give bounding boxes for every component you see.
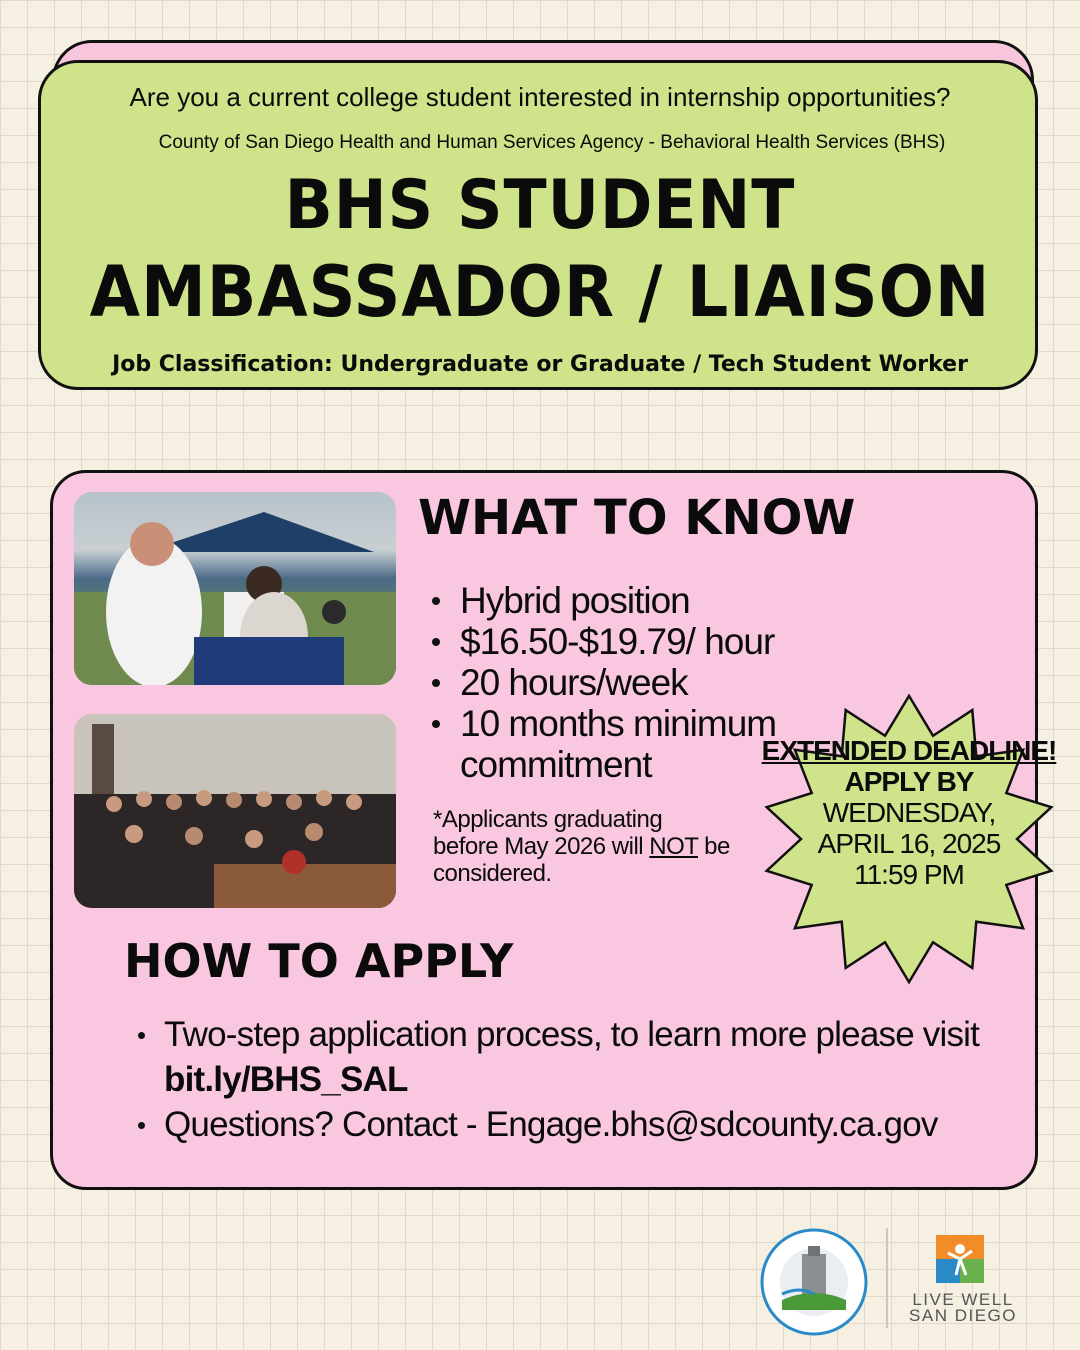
logo-divider [886,1228,888,1328]
what-to-know-list [430,580,810,785]
page-title-line1: BHS STUDENT [284,166,796,245]
graduation-note: *Applicants graduating before May 2026 will NOT be considered. [433,806,730,887]
outreach-event-photo [74,492,396,685]
application-link[interactable]: bit.ly/BHS_SAL [164,1060,408,1099]
list-item: Hybrid position [430,580,810,621]
list-item: $16.50-$19.79/ hour [430,621,810,662]
group-photo [74,714,396,908]
deadline-time: 11:59 PM [854,859,964,890]
page-title-line2: AMBASSADOR / LIAISON [89,251,991,333]
list-item: Two-step application process, to learn more please visit bit.ly/BHS_SAL [138,1012,1038,1102]
extended-deadline-label: EXTENDED DEADLINE! [761,735,1057,766]
how-to-apply-heading: HOW TO APPLY [124,934,514,988]
county-seal-logo [760,1228,868,1336]
list-item: 10 months minimum commitment [430,703,810,785]
intro-question: Are you a current college student interested in internship opportunities? [129,82,951,112]
list-item: Questions? Contact - Engage.bhs@sdcounty.ca.gov [138,1102,1038,1147]
deadline-day: WEDNESDAY, [822,797,996,828]
list-item: 20 hours/week [430,662,810,703]
job-classification: Job Classification: Undergraduate or Graduate / Tech Student Worker [112,352,968,377]
deadline-text [756,735,1062,890]
agency-name: County of San Diego Health and Human Services Agency - Behavioral Health Services (BHS) [158,132,946,153]
live-well-icon [936,1235,984,1283]
how-to-apply-list [138,1012,1038,1147]
apply-by-label: APPLY BY [844,766,974,797]
what-to-know-heading: WHAT TO KNOW [418,490,856,546]
deadline-date: APRIL 16, 2025 [817,828,1001,859]
note-emphasis: NOT [649,833,699,860]
live-well-logo-text: LIVE WELL SAN DIEGO [909,1290,1017,1325]
